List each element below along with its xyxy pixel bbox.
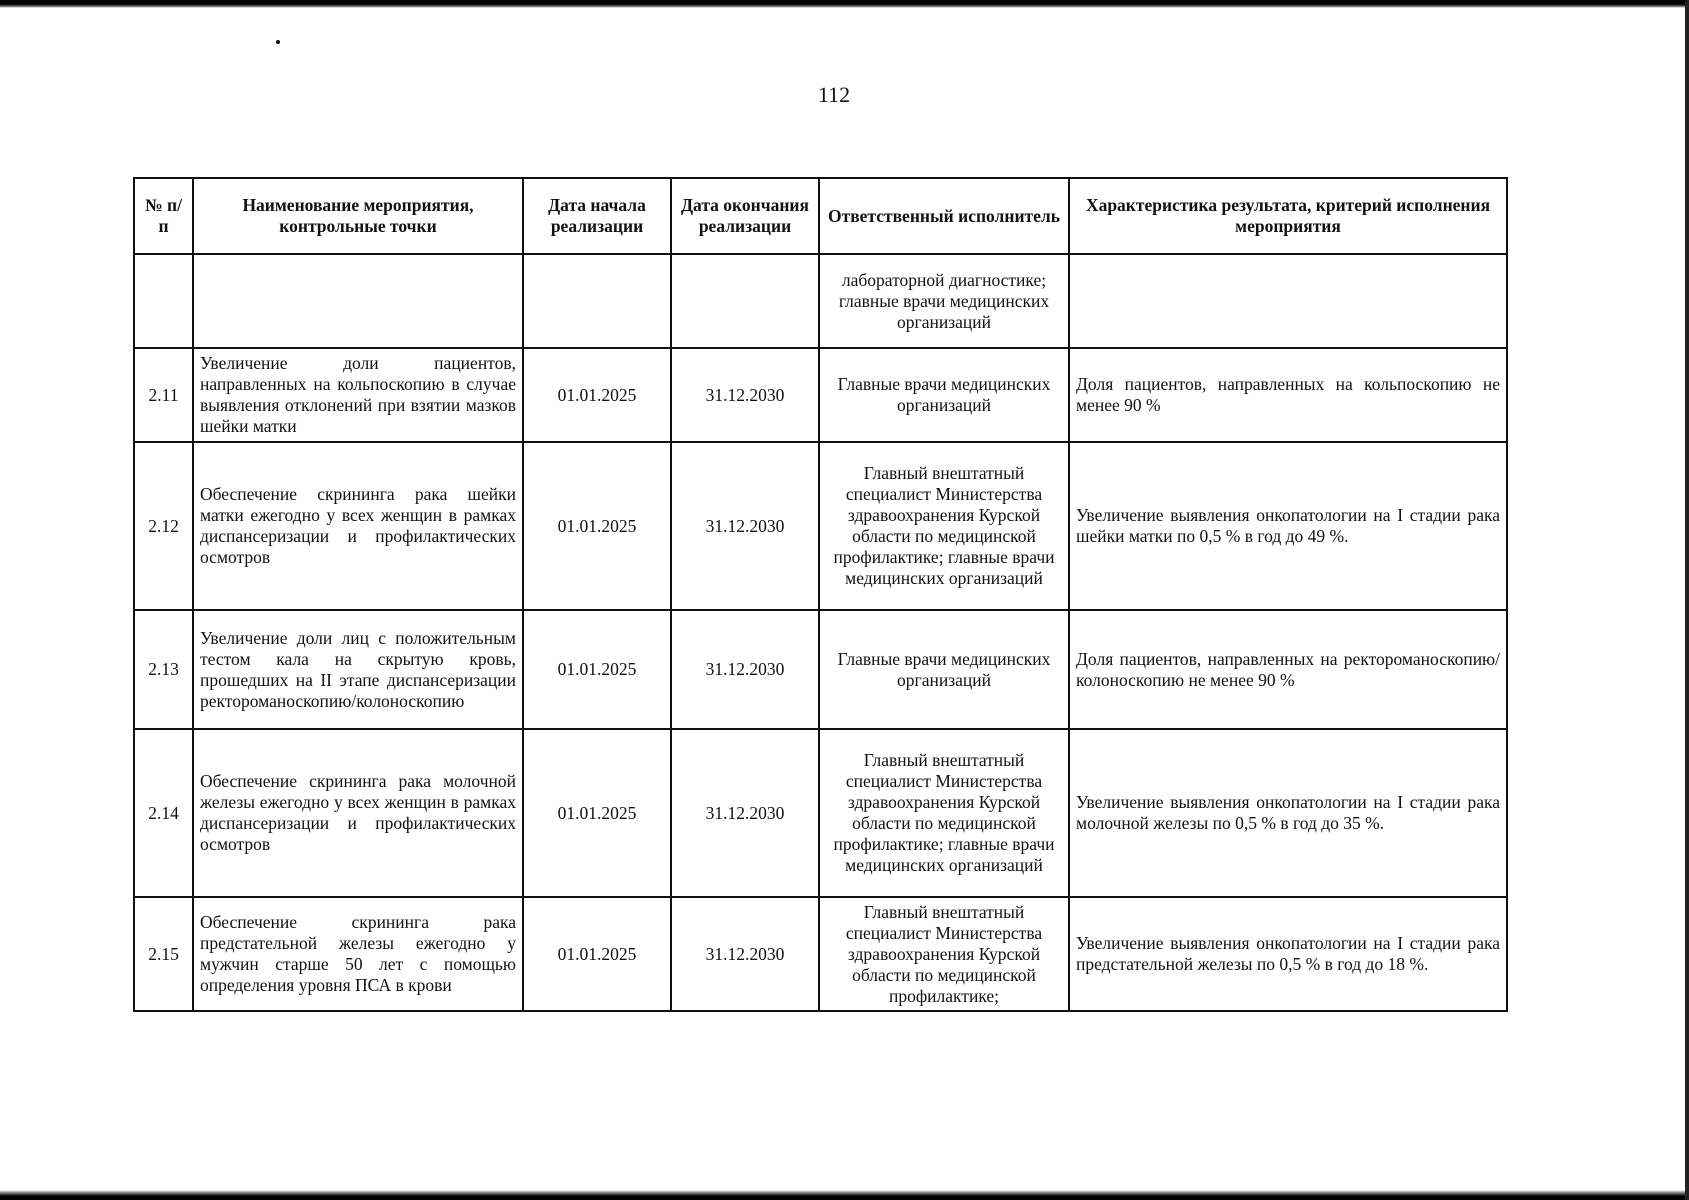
- header-name: Наименование мероприятия, контрольные точки: [193, 178, 523, 254]
- row-name: Увеличение доли лиц с положительным тестом кала на скрытую кровь, прошедших на II этапе диспансеризации ректороманоскопию/колоноскопию: [193, 610, 523, 729]
- row-start-date: 01.01.2025: [523, 348, 671, 442]
- row-name: Обеспечение скрининга рака шейки матки ежегодно у всех женщин в рамках диспансеризации и профилактических осмотров: [193, 442, 523, 610]
- table-row: [134, 348, 1507, 442]
- table-row: [134, 254, 1507, 348]
- row-result: Увеличение выявления онкопатологии на I стадии рака молочной железы по 0,5 % в год до 35 %.: [1069, 729, 1507, 897]
- row-number: 2.12: [134, 442, 193, 610]
- measures-table: [133, 177, 1508, 1012]
- row-responsible: Главный внештатный специалист Министерства здравоохранения Курской области по медицинской профилактике; главные врачи медицинских организаций: [819, 729, 1069, 897]
- row-start-date: 01.01.2025: [523, 729, 671, 897]
- row-result: [1069, 254, 1507, 348]
- row-result: Доля пациентов, направленных на ректороманоскопию/колоноскопию не менее 90 %: [1069, 610, 1507, 729]
- scan-edge-right: [1685, 0, 1689, 1200]
- table-row: [134, 897, 1507, 1011]
- row-responsible: Главные врачи медицинских организаций: [819, 610, 1069, 729]
- row-end-date: [671, 254, 819, 348]
- row-name: Обеспечение скрининга рака предстательной железы ежегодно у мужчин старше 50 лет с помощью определения уровня ПСА в крови: [193, 897, 523, 1011]
- row-start-date: 01.01.2025: [523, 610, 671, 729]
- row-start-date: 01.01.2025: [523, 897, 671, 1011]
- table-row: [134, 729, 1507, 897]
- row-name: [193, 254, 523, 348]
- table-row: [134, 442, 1507, 610]
- scan-edge-bottom: [0, 1190, 1689, 1200]
- header-responsible: Ответственный исполнитель: [819, 178, 1069, 254]
- row-number: [134, 254, 193, 348]
- row-start-date: [523, 254, 671, 348]
- table-header-row: [134, 178, 1507, 254]
- row-name: Обеспечение скрининга рака молочной железы ежегодно у всех женщин в рамках диспансеризации и профилактических осмотров: [193, 729, 523, 897]
- row-responsible: Главный внештатный специалист Министерства здравоохранения Курской области по медицинской профилактике; главные врачи медицинских организаций: [819, 442, 1069, 610]
- row-number: 2.15: [134, 897, 193, 1011]
- row-end-date: 31.12.2030: [671, 442, 819, 610]
- row-number: 2.14: [134, 729, 193, 897]
- header-result: Характеристика результата, критерий исполнения мероприятия: [1069, 178, 1507, 254]
- row-result: Доля пациентов, направленных на кольпоскопию не менее 90 %: [1069, 348, 1507, 442]
- row-end-date: 31.12.2030: [671, 348, 819, 442]
- header-number: № п/п: [134, 178, 193, 254]
- row-end-date: 31.12.2030: [671, 729, 819, 897]
- header-start-date: Дата начала реализации: [523, 178, 671, 254]
- row-result: Увеличение выявления онкопатологии на I стадии рака предстательной железы по 0,5 % в год до 18 %.: [1069, 897, 1507, 1011]
- page-number: 112: [818, 82, 851, 107]
- row-start-date: 01.01.2025: [523, 442, 671, 610]
- header-end-date: Дата окончания реализации: [671, 178, 819, 254]
- row-result: Увеличение выявления онкопатологии на I стадии рака шейки матки по 0,5 % в год до 49 %.: [1069, 442, 1507, 610]
- row-end-date: 31.12.2030: [671, 610, 819, 729]
- row-number: 2.13: [134, 610, 193, 729]
- scan-edge-top: [0, 0, 1689, 8]
- row-responsible: Главный внештатный специалист Министерства здравоохранения Курской области по медицинской профилактике;: [819, 897, 1069, 1011]
- table-row: [134, 610, 1507, 729]
- scan-speck: [276, 40, 280, 44]
- row-number: 2.11: [134, 348, 193, 442]
- row-responsible: лабораторной диагностике; главные врачи медицинских организаций: [819, 254, 1069, 348]
- row-end-date: 31.12.2030: [671, 897, 819, 1011]
- row-responsible: Главные врачи медицинских организаций: [819, 348, 1069, 442]
- row-name: Увеличение доли пациентов, направленных на кольпоскопию в случае выявления отклонений при взятии мазков шейки матки: [193, 348, 523, 442]
